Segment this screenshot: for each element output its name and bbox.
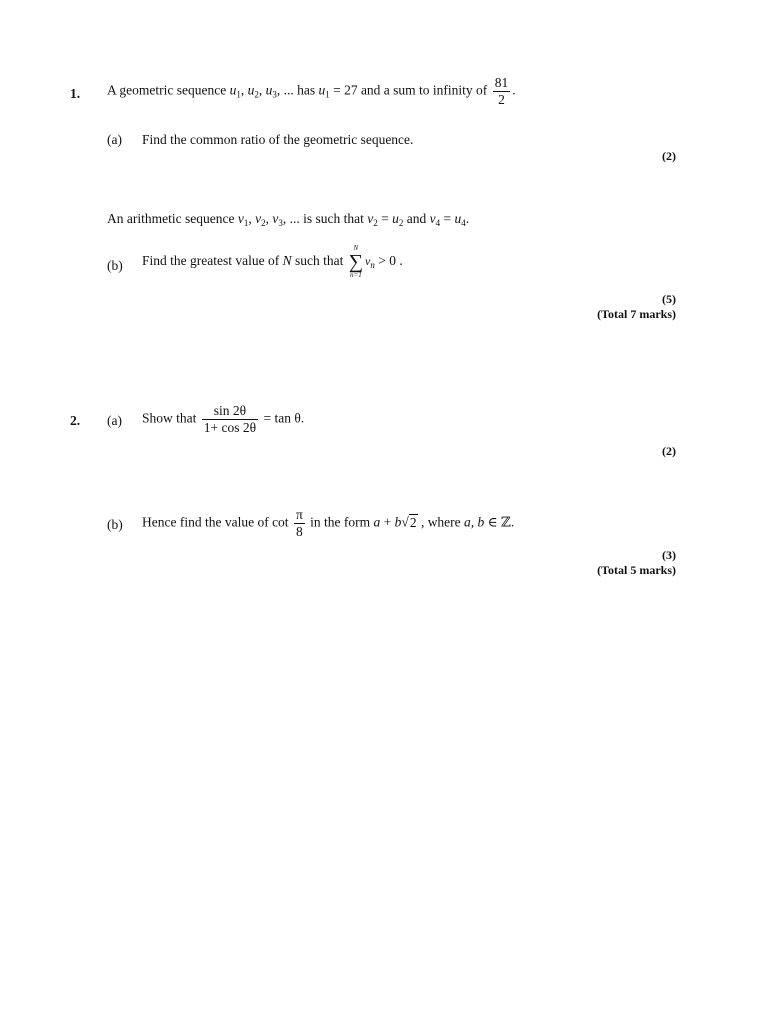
total-marks: (Total 5 marks) xyxy=(597,563,676,577)
question-number: 2. xyxy=(70,413,81,428)
marks: (3) xyxy=(662,548,676,562)
part-text: Find the greatest value of N such that N ∑ n=1 $v_n > 0$ . xyxy=(142,244,403,279)
part-label: (b) xyxy=(107,517,123,532)
marks: (5) xyxy=(662,292,676,306)
part-text: Find the common ratio of the geometric sequence. xyxy=(142,132,414,147)
marks: (2) xyxy=(662,149,676,163)
marks: (2) xyxy=(662,444,676,458)
total-marks: (Total 7 marks) xyxy=(597,307,676,321)
part-text: Hence find the value of cot $\frac{\pi}{8}$ in the form a + b√2 , where a, b ∈ ℤ. xyxy=(142,507,515,539)
question-stem: A geometric sequence $u_1$, $u_2$, $u_3$, ... has $u_1 = 27$ and a sum to infinity of $\frac{81}{2}$ . xyxy=(107,75,516,107)
part-label: (b) xyxy=(107,258,123,273)
arithmetic-statement: An arithmetic sequence $v_1$, $v_2$, $v_3$, ... is such that $v_2 = u_2$ and $v_4 = u_4$. xyxy=(107,211,470,228)
question-number: 1. xyxy=(70,86,81,101)
fraction: $\frac{\sin 2\theta}{1+ \cos 2\theta}$ xyxy=(203,403,257,435)
part-label: (a) xyxy=(107,132,122,147)
summation: N ∑ n=1 xyxy=(348,244,363,279)
part-label: (a) xyxy=(107,413,122,428)
square-root: √2 xyxy=(401,514,417,530)
part-text: Show that $\frac{\sin 2\theta}{1+ \cos 2\theta}$ = tan θ. xyxy=(142,403,305,435)
fraction: $\frac{\pi}{8}$ xyxy=(295,507,303,539)
fraction: $\frac{81}{2}$ xyxy=(494,75,509,107)
